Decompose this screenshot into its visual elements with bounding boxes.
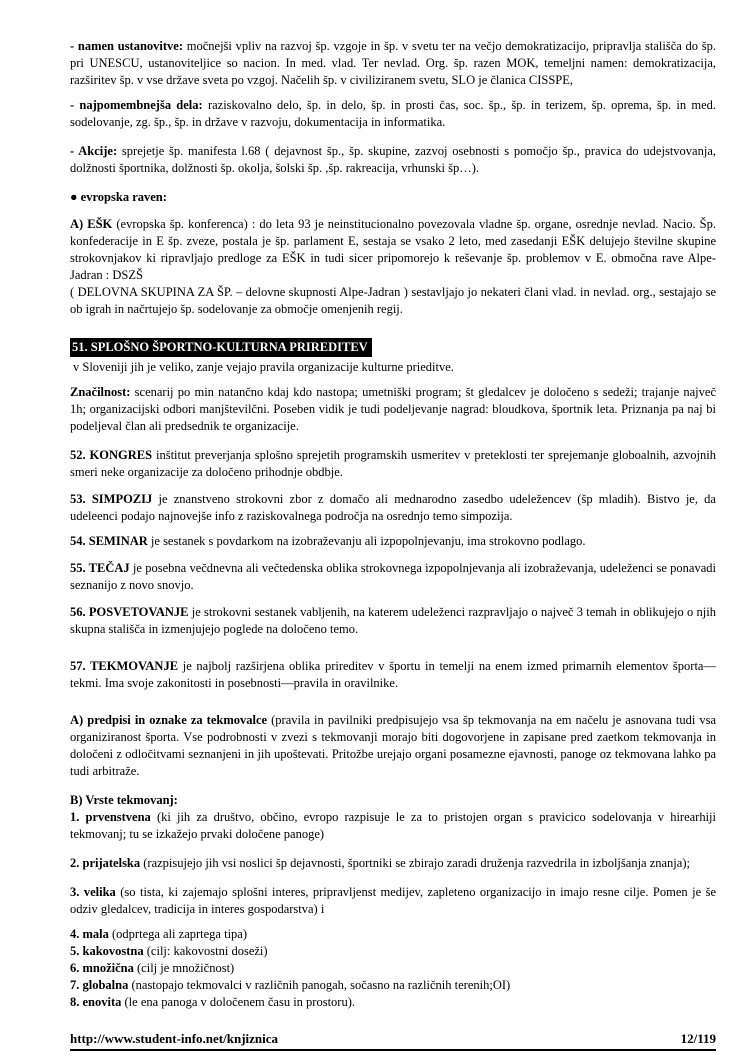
text-znacilnost: scenarij po min natančno kdaj kdo nastopa; umetniški program; št gledalcev je določeno s sedeži; trajanje največ 1h; organizacijski odbori manjštevilčni. Poseben vidik je tudi podeljevanje nagrad: bloudkova, športnik leta. Priznanja pa naj bi podeljeval član ali predsednik te organizacije. (70, 385, 716, 433)
text-namen: močnejši vpliv na razvoj šp. vzgoje in šp. v svetu ter na večjo demokratizacijo, pripravlja stališča do šp. pri UNESCU, ustanoviteljice so nacion. In med. vlad. Ter nevlad. Org. šp. razen MOK, temeljni namen: demokratizacija, razširitev šp. v vse države sveta po vzgoj. Načelih šp. v civiliziranem svetu, SLO je članica CISSPE, (70, 39, 716, 87)
label-velika: 3. velika (70, 885, 116, 899)
list-item-prijatelska (70, 855, 716, 872)
label-tecaj: 55. TEČAJ (70, 561, 130, 575)
text-tecaj: je posebna večdnevna ali večtedenska oblika strokovnega izpopolnjevanja ali izobraževanja, udeleženci se ponavadi seznanijo z novo snovjo. (70, 561, 716, 592)
label-namen: - namen ustanovitve: (70, 39, 184, 53)
text-globalna: (nastopajo tekmovalci v različnih panogah, sočasno na različnih terenih;OI) (128, 978, 511, 992)
paragraph-predpisi (70, 712, 716, 780)
paragraph-tekmovanje (70, 658, 716, 692)
paragraph-dela (70, 97, 716, 131)
paragraph-znacilnost (70, 384, 716, 435)
text-tekmovanje: je najbolj razširjena oblika prireditev v športu in temelji na enem izmed primarnih elementov športa—tekmi. Ima svoje zakonitosti in posebnosti—pravila in oravilnike. (70, 659, 716, 690)
paragraph-tecaj (70, 560, 716, 594)
text-enovita: (le ena panoga v določenem času in prostoru). (121, 995, 355, 1009)
paragraph-vrste-tekmovanj (70, 792, 716, 809)
label-prvenstvena: 1. prvenstvena (70, 810, 151, 824)
paragraph-kongres (70, 447, 716, 481)
label-enovita: 8. enovita (70, 995, 122, 1009)
label-globalna: 7. globalna (70, 978, 129, 992)
text-akcije: sprejetje šp. manifesta l.68 ( dejavnost šp., šp. skupine, zazvoj osebnosti s pomočjo šp., pravica do udejstvovanja, dolžnosti športnika, dolžnosti šp. okolja, šolski šp. ,šp. rakreacija, vrhunski šp…). (70, 144, 716, 175)
list-item-prvenstvena (70, 809, 716, 843)
list-item-mala (70, 926, 716, 943)
label-kakovostna: 5. kakovostna (70, 944, 144, 958)
text-prvenstvena: (ki jih za društvo, občino, evropo razpisuje le za to pristojen organ s pravicico sodelovanja v hirearhiji tekmovanj; tu se izkažejo prvaki določene panoge) (70, 810, 717, 841)
text-esk: (evropska šp. konferenca) : do leta 93 je neinstitucionalno povezovala vladne šp. organe, osrednje nevlad. Nacio. Šp. konfederacije in E šp. zveze, postala je šp. parlament E, sestaja se vsako 2 leto, med zasedanji EŠK delujejo številne skupine strokovnjakov ki ripravljajo predloge za EŠK in tudi sicer pripomorejo k reševanje šp. problemov v E. območna rave Alpe-Jadran : DSZŠ (70, 217, 717, 282)
list-item-globalna (70, 977, 716, 994)
footer-url: http://www.student-info.net/knjiznica (70, 1031, 279, 1046)
text-mala: (odprtega ali zaprtega tipa) (108, 927, 248, 941)
section-51-title: 51. SPLOŠNO ŠPORTNO-KULTURNA PRIREDITEV (70, 338, 372, 357)
list-item-velika (70, 884, 716, 918)
label-prijatelska: 2. prijatelska (70, 856, 141, 870)
list-item-enovita (70, 994, 716, 1011)
paragraph-akcije (70, 143, 716, 177)
text-dela: raziskovalno delo, šp. in delo, šp. in prosti čas, soc. šp., šp. in terizem, šp. oprema, šp. in med. sodelovanje, zg. šp., šp. in države v razvoju, dokumentacija in informatika. (70, 98, 717, 129)
label-posvetovanje: 56. POSVETOVANJE (70, 605, 189, 619)
label-mala: 4. mala (70, 927, 109, 941)
label-simpozij: 53. SIMPOZIJ (70, 492, 153, 506)
paragraph-simpozij (70, 491, 716, 525)
text-kongres: inštitut preverjanja splošno sprejetih programskih usmeritev v preteklosti ter sprejemanje globoalnih, azvojnih smeri neke organizacije za določeno prihodnje obdbje. (70, 448, 716, 479)
label-seminar: 54. SEMINAR (70, 534, 148, 548)
label-kongres: 52. KONGRES (70, 448, 153, 462)
paragraph-esk (70, 216, 716, 318)
paragraph-posvetovanje (70, 604, 716, 638)
list-item-kakovostna (70, 943, 716, 960)
bullet-evropska-raven (70, 189, 716, 206)
label-esk: A) EŠK (70, 217, 113, 231)
text-seminar: je sestanek s povdarkom na izobraževanju ali izpopolnjevanju, ima strokovno podlago. (147, 534, 586, 548)
label-evropska-raven: ● evropska raven: (70, 190, 167, 204)
label-akcije: - Akcije: (70, 144, 118, 158)
page-footer (70, 1031, 716, 1046)
footer-divider (70, 1049, 716, 1051)
text-esk-delovna-skupina: ( DELOVNA SKUPINA ZA ŠP. – delovne skupnosti Alpe-Jadran ) sestavljajo jo nekateri člani vlad. in nevlad. org., sestajajo se ob igrah in načrtujejo šp. sodelovanje za območje omenjenih regij. (70, 285, 716, 316)
paragraph-namen (70, 38, 716, 89)
label-znacilnost: Značilnost: (70, 385, 131, 399)
text-mnozicna: (cilj je množičnost) (133, 961, 235, 975)
label-mnozicna: 6. množična (70, 961, 134, 975)
text-prijatelska: (razpisujejo jih vsi noslici šp dejavnosti, športniki se zbirajo zaradi druženja razvedrila in izboljšanja znanja); (140, 856, 690, 870)
page-number: 12/119 (680, 1031, 716, 1046)
label-predpisi: A) predpisi in oznake za tekmovalce (70, 713, 268, 727)
label-tekmovanje: 57. TEKMOVANJE (70, 659, 179, 673)
text-velika: (so tista, ki zajemajo splošni interes, pripravljenst medijev, zapleteno organizacijo in imajo resne cilje. Pomen je še odziv gledalcev, tradicija in interes gospodarstva) i (70, 885, 716, 916)
text-predpisi: (pravila in pavilniki predpisujejo vsa šp tekmovanja na em načelu je asnovana tudi vsa organiziranost športa. Vse podrobnosti v zvezi s tekmovanji morajo biti dogovorjene in zapisane pred zaetkom tekmovanja in določeni z odločitvami seznanjeni in jih upoštevati. Pritožbe urejajo organi posamezne ejavnosti, panoge oz tekmovana lahko pa tudi arbitraže. (70, 713, 716, 778)
text-posvetovanje: je strokovni sestanek vabljenih, na katerem udeleženci razpravljajo o največ 3 temah in oblikujejo o njih skupna stališča in izmenjujejo poglede na določeno temo. (70, 605, 716, 636)
paragraph-seminar (70, 533, 716, 550)
label-dela: - najpomembnejša dela: (70, 98, 203, 112)
section-51-subtitle: v Sloveniji jih je veliko, zanje vejajo pravila organizacije kulturne prieditve. (73, 360, 454, 374)
section-51-heading (70, 338, 716, 357)
text-kakovostna: (cilj: kakovostni doseži) (143, 944, 268, 958)
list-item-mnozicna (70, 960, 716, 977)
label-vrste-tekmovanj: B) Vrste tekmovanj: (70, 793, 178, 807)
text-simpozij: je znanstveno strokovni zbor z domačo ali mednarodno zasedbo udeležencev (šp mladih). Bistvo je, da udeleenci podajo najnovejše info z raziskovalnega področja na osrednjo temo simpozija. (70, 492, 716, 523)
